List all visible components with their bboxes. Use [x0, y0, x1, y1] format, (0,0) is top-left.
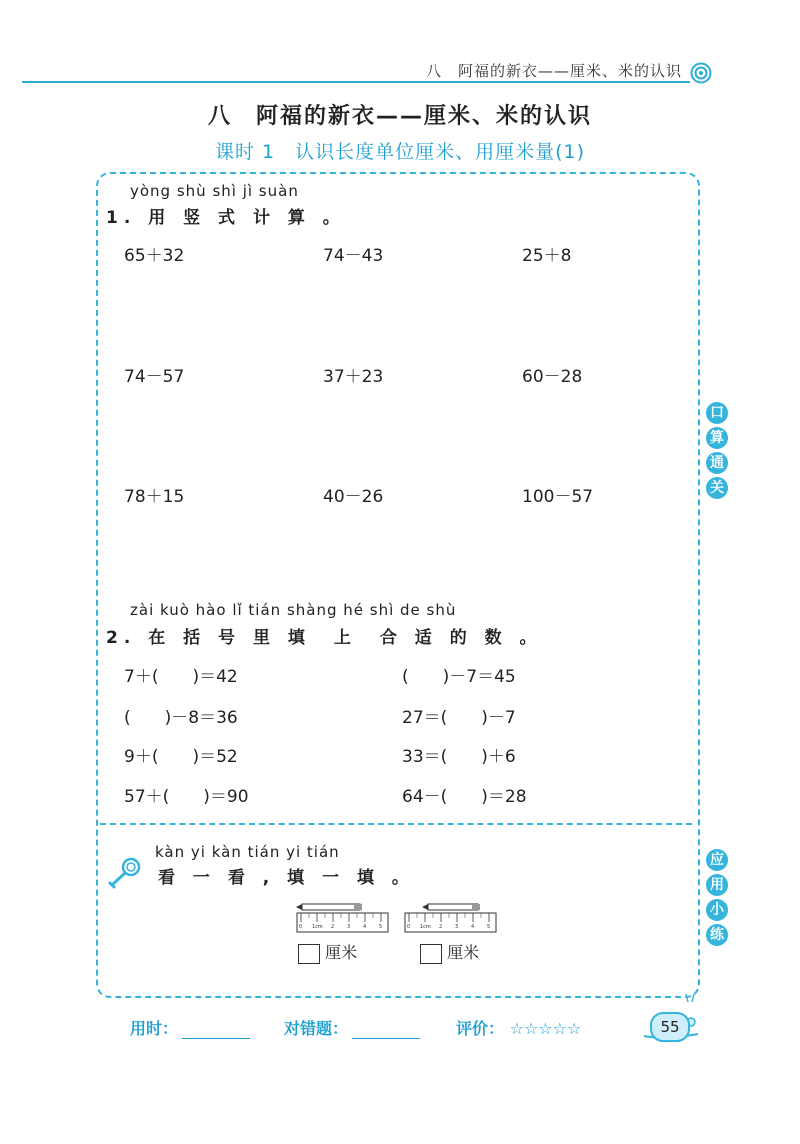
- side-tab-application: [706, 849, 730, 949]
- q2-left-item[interactable]: 7＋( )＝42: [124, 667, 238, 687]
- q2-left-item[interactable]: ( )－8＝36: [124, 708, 238, 728]
- q1-pinyin: yòng shù shì jì suàn: [130, 182, 299, 200]
- spiral-icon: [690, 62, 712, 84]
- header-title: 八 阿福的新衣——厘米、米的认识: [425, 62, 682, 80]
- ruler-tick-label: 1cm: [420, 924, 431, 930]
- time-blank[interactable]: [182, 1024, 250, 1039]
- q2-right-item[interactable]: ( )－7＝45: [402, 667, 516, 687]
- ruler-tick-label: 3: [455, 924, 459, 930]
- side-char: 练: [706, 924, 728, 946]
- ruler-tick-label: 5: [379, 924, 383, 930]
- side-char: 小: [706, 899, 728, 921]
- q1-expr: 40－26: [323, 487, 384, 507]
- ruler-2-labels: [404, 924, 498, 934]
- ruler-tick-label: 0: [299, 924, 303, 930]
- q3-pinyin: kàn yi kàn tián yi tián: [155, 843, 340, 861]
- rating-label: 评价：: [456, 1019, 505, 1038]
- q2-right-item[interactable]: 64－( )＝28: [402, 787, 527, 807]
- footer-errors[interactable]: [284, 1016, 420, 1039]
- unit-label: 厘米: [447, 943, 480, 962]
- rating-stars[interactable]: ☆☆☆☆☆: [509, 1019, 582, 1038]
- answer-box[interactable]: [298, 944, 320, 964]
- ruler-tick-label: 2: [439, 924, 443, 930]
- q2-title: 2. 在 括 号 里 填 上 合 适 的 数 。: [106, 628, 543, 648]
- ruler-tick-label: 1cm: [312, 924, 323, 930]
- q1-expr: 100－57: [522, 487, 594, 507]
- header-rule: [22, 81, 690, 83]
- errors-label: 对错题：: [284, 1019, 349, 1038]
- q1-expr: 74－43: [323, 246, 384, 266]
- q1-expr: 60－28: [522, 367, 583, 387]
- side-char: 应: [706, 849, 728, 871]
- section-divider: [100, 823, 692, 825]
- errors-blank[interactable]: [352, 1024, 420, 1039]
- unit-label: 厘米: [325, 943, 358, 962]
- side-char: 用: [706, 874, 728, 896]
- q1-expr: 78＋15: [124, 487, 185, 507]
- ruler-tick-label: 4: [471, 924, 475, 930]
- ruler-tick-label: 3: [347, 924, 351, 930]
- time-label: 用时：: [130, 1019, 179, 1038]
- ruler-tick-label: 5: [487, 924, 491, 930]
- q1-expr: 74－57: [124, 367, 185, 387]
- q2-right-item[interactable]: 27＝( )－7: [402, 708, 516, 728]
- footer-rating[interactable]: [456, 1016, 583, 1039]
- q1-title: 1. 用 竖 式 计 算 。: [106, 208, 346, 228]
- q2-left-item[interactable]: 57＋( )＝90: [124, 787, 249, 807]
- answer-2[interactable]: [420, 940, 479, 964]
- ruler-1-labels: [296, 924, 390, 934]
- magnifier-icon: [104, 855, 144, 891]
- q1-expr: 25＋8: [522, 246, 572, 266]
- side-char: 算: [706, 427, 728, 449]
- page-number: 55: [650, 1012, 690, 1042]
- ruler-tick-label: 0: [407, 924, 411, 930]
- page-title: 八 阿福的新衣——厘米、米的认识: [207, 104, 592, 129]
- side-char: 口: [706, 402, 728, 424]
- q2-pinyin: zài kuò hào lǐ tián shàng hé shì de shù: [130, 601, 457, 619]
- q2-right-item[interactable]: 33＝( )＋6: [402, 747, 516, 767]
- q1-expr: 65＋32: [124, 246, 185, 266]
- side-char: 通: [706, 452, 728, 474]
- q2-left-item[interactable]: 9＋( )＝52: [124, 747, 238, 767]
- footer-time[interactable]: [130, 1016, 250, 1039]
- lesson-subtitle: 课时 1 认识长度单位厘米、用厘米量(1): [214, 141, 586, 163]
- ruler-tick-label: 4: [363, 924, 367, 930]
- answer-1[interactable]: [298, 940, 357, 964]
- side-char: 关: [706, 477, 728, 499]
- q1-expr: 37＋23: [323, 367, 384, 387]
- ruler-tick-label: 2: [331, 924, 335, 930]
- answer-box[interactable]: [420, 944, 442, 964]
- side-tab-oral-calc: [706, 402, 730, 502]
- q3-title: 看 一 看 , 填 一 填 。: [158, 868, 415, 888]
